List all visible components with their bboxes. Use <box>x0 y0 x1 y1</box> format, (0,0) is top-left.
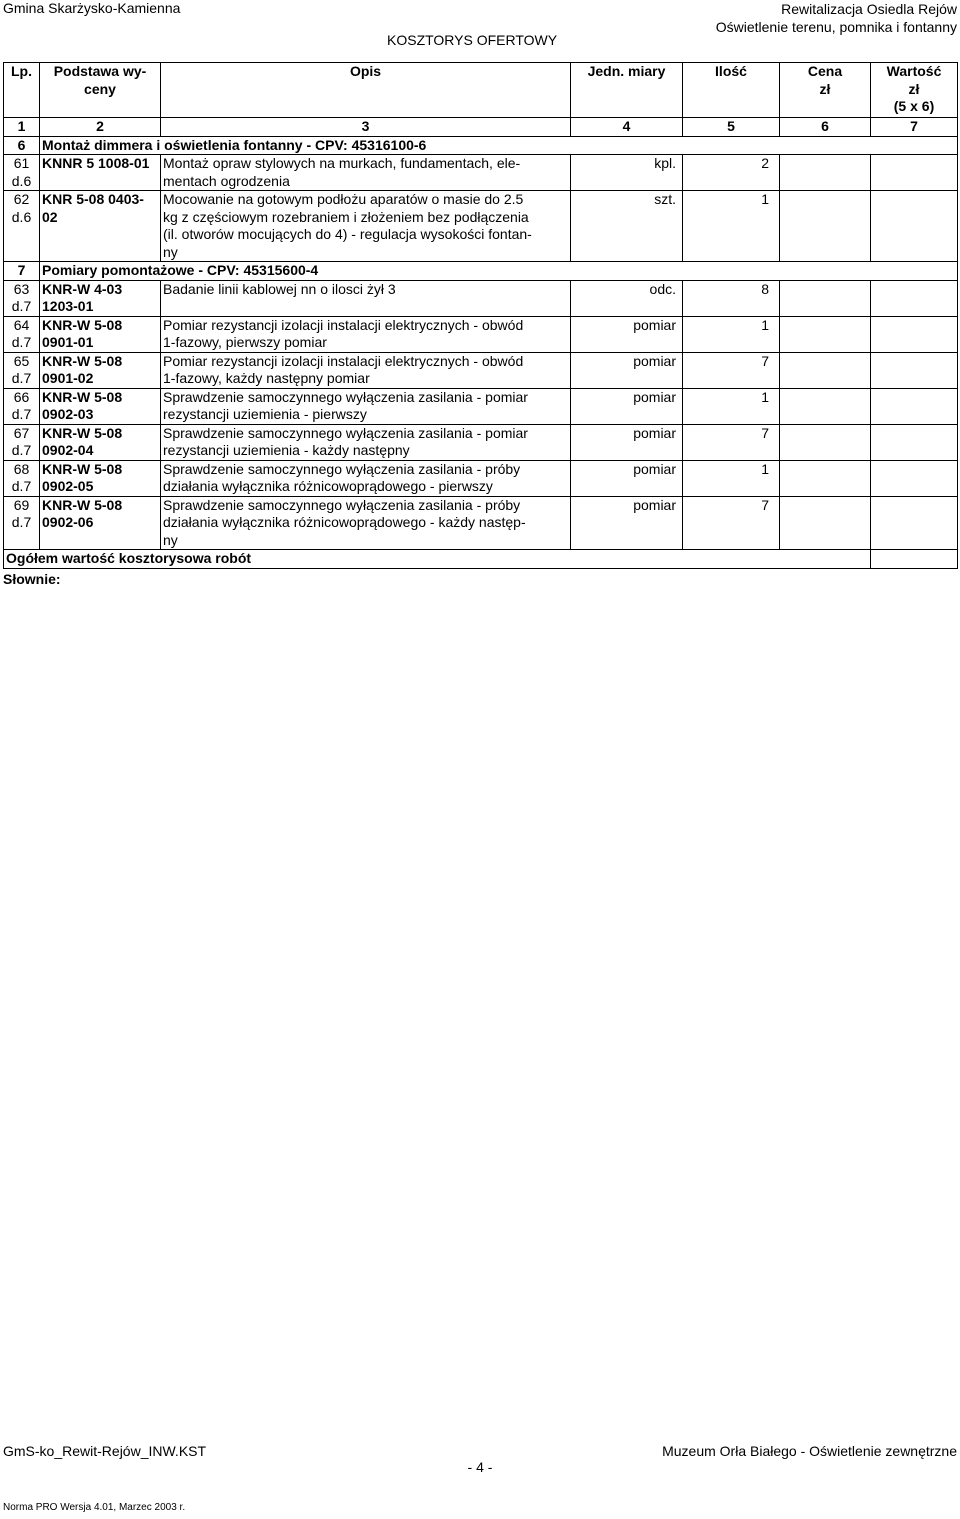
header-lp: Lp. <box>4 63 40 118</box>
header-row <box>4 63 958 118</box>
item-value <box>871 424 958 460</box>
item-price <box>780 155 871 191</box>
item-lp-line: d.6 <box>11 208 32 225</box>
column-number: 5 <box>683 118 780 137</box>
item-lp-line: 68 <box>13 460 30 477</box>
item-unit: odc. <box>571 280 683 316</box>
item-basis-line: KNR-W 5-08 <box>42 460 123 477</box>
item-lp-line: d.6 <box>11 172 32 189</box>
header-quantity: Ilość <box>683 63 780 118</box>
item-unit: pomiar <box>571 388 683 424</box>
item-quantity: 1 <box>683 191 780 262</box>
investor-name: Gmina Skarżysko-Kamienna <box>3 0 181 16</box>
item-price <box>780 496 871 550</box>
item-lp-line: d.7 <box>11 442 32 458</box>
cost-estimate-table <box>3 62 958 569</box>
item-basis-line: 0902-03 <box>42 406 94 422</box>
page-number: - 4 - <box>467 1459 493 1475</box>
item-value <box>871 316 958 352</box>
table-row <box>4 280 958 316</box>
item-quantity: 7 <box>683 424 780 460</box>
item-quantity: 2 <box>683 155 780 191</box>
item-quantity: 8 <box>683 280 780 316</box>
item-quantity: 7 <box>683 496 780 550</box>
item-lp-line: 67 <box>13 424 30 441</box>
project-title-line1: Rewitalizacja Osiedla Rejów <box>781 1 957 17</box>
item-lp-line: 62 <box>13 191 30 207</box>
column-number: 4 <box>571 118 683 137</box>
item-description <box>161 352 571 388</box>
item-description <box>161 388 571 424</box>
item-description-line: Sprawdzenie samoczynnego wyłączenia zasilania - pomiar <box>163 388 528 405</box>
item-basis <box>40 424 161 460</box>
item-description-line: kg z częściowym rozebraniem i złożeniem bez podłączenia <box>163 208 529 225</box>
column-number: 1 <box>4 118 40 137</box>
software-version: Norma PRO Wersja 4.01, Marzec 2003 r. <box>3 1502 186 1513</box>
item-description-line: ny <box>163 531 178 548</box>
item-basis <box>40 496 161 550</box>
item-basis <box>40 388 161 424</box>
section-row <box>4 136 958 155</box>
table-row <box>4 460 958 496</box>
table-row <box>4 352 958 388</box>
item-lp <box>4 155 40 191</box>
item-unit: pomiar <box>571 496 683 550</box>
item-basis <box>40 316 161 352</box>
item-basis-line: 0901-02 <box>42 370 94 386</box>
item-lp <box>4 352 40 388</box>
item-description <box>161 460 571 496</box>
item-basis-line: 0902-04 <box>42 442 94 458</box>
item-basis-line: KNR-W 5-08 <box>42 424 123 441</box>
item-description-line: ny <box>163 243 178 260</box>
item-description-line: 1-fazowy, pierwszy pomiar <box>163 334 327 350</box>
item-basis-line: KNR-W 5-08 <box>42 316 123 333</box>
item-basis-line: KNR-W 5-08 <box>42 352 123 369</box>
item-value <box>871 496 958 550</box>
amount-in-words-label: Słownie: <box>3 571 61 587</box>
item-lp-line: d.7 <box>11 514 32 530</box>
item-basis-line: KNNR 5 1008-01 <box>42 155 150 171</box>
section-number: 7 <box>4 262 40 281</box>
item-value <box>871 388 958 424</box>
item-lp-line: 69 <box>13 496 30 513</box>
item-description <box>161 316 571 352</box>
header-unit: Jedn. miary <box>571 63 683 118</box>
section-number: 6 <box>4 136 40 155</box>
section-row <box>4 262 958 281</box>
item-price <box>780 388 871 424</box>
item-description-line: działania wyłącznika różnicowoprądowego - każdy następ- <box>163 514 526 530</box>
item-description-line: Badanie linii kablowej nn o ilosci żył 3 <box>163 280 396 297</box>
item-value <box>871 460 958 496</box>
item-lp-line: 66 <box>13 388 30 405</box>
item-value <box>871 352 958 388</box>
item-description <box>161 155 571 191</box>
item-basis-line: KNR 5-08 0403- <box>42 191 144 207</box>
total-label: Ogółem wartość kosztorysowa robót <box>4 550 871 569</box>
item-basis <box>40 155 161 191</box>
table-row <box>4 496 958 550</box>
item-lp-line: d.7 <box>11 478 32 494</box>
item-lp-line: 64 <box>13 316 30 333</box>
item-basis-line: 1203-01 <box>42 298 94 314</box>
item-price <box>780 191 871 262</box>
item-lp <box>4 316 40 352</box>
item-value <box>871 280 958 316</box>
item-basis-line: KNR-W 5-08 <box>42 388 123 405</box>
item-lp-line: 65 <box>13 352 30 369</box>
item-description-line: Sprawdzenie samoczynnego wyłączenia zasilania - pomiar <box>163 424 528 441</box>
item-unit: pomiar <box>571 352 683 388</box>
item-basis-line: KNR-W 4-03 <box>42 280 123 297</box>
item-basis-line: 02 <box>42 208 58 225</box>
column-number: 2 <box>40 118 161 137</box>
item-unit: pomiar <box>571 316 683 352</box>
item-description-line: Montaż opraw stylowych na murkach, fundamentach, ele- <box>163 155 521 171</box>
item-basis-line: 0901-01 <box>42 334 94 350</box>
item-unit: pomiar <box>571 424 683 460</box>
item-basis-line: KNR-W 5-08 <box>42 496 123 513</box>
section-title: Pomiary pomontażowe - CPV: 45315600-4 <box>40 262 958 281</box>
item-description-line: Pomiar rezystancji izolacji instalacji elektrycznych - obwód <box>163 352 524 369</box>
item-lp-line: d.7 <box>11 370 32 386</box>
item-description-line: rezystancji uziemienia - każdy następny <box>163 442 410 458</box>
item-price <box>780 424 871 460</box>
column-number: 3 <box>161 118 571 137</box>
table-row <box>4 388 958 424</box>
item-lp-line: 63 <box>13 280 30 297</box>
item-lp-line: d.7 <box>11 298 32 314</box>
item-description <box>161 496 571 550</box>
item-unit: kpl. <box>571 155 683 191</box>
item-lp-line: 61 <box>13 155 30 171</box>
item-lp <box>4 424 40 460</box>
column-number-row <box>4 118 958 137</box>
item-lp-line: d.7 <box>11 406 32 422</box>
header-basis: Podstawa wy- ceny <box>40 63 161 118</box>
item-unit: szt. <box>571 191 683 262</box>
item-unit: pomiar <box>571 460 683 496</box>
item-basis-line: 0902-06 <box>42 514 94 530</box>
column-number: 7 <box>871 118 958 137</box>
item-quantity: 1 <box>683 388 780 424</box>
table-row <box>4 191 958 262</box>
item-description-line: działania wyłącznika różnicowoprądowego - pierwszy <box>163 478 493 494</box>
item-price <box>780 316 871 352</box>
table-row <box>4 316 958 352</box>
item-lp <box>4 460 40 496</box>
footer-project: Muzeum Orła Białego - Oświetlenie zewnętrzne <box>662 1443 957 1459</box>
item-description-line: 1-fazowy, każdy następny pomiar <box>163 370 370 386</box>
item-lp <box>4 388 40 424</box>
item-lp-line: d.7 <box>11 334 32 350</box>
item-basis <box>40 460 161 496</box>
footer-filename: GmS-ko_Rewit-Rejów_INW.KST <box>3 1443 207 1459</box>
project-title <box>716 0 957 36</box>
item-description <box>161 424 571 460</box>
table-row <box>4 155 958 191</box>
item-basis <box>40 280 161 316</box>
item-lp <box>4 191 40 262</box>
header-price: Cena zł <box>780 63 871 118</box>
section-title: Montaż dimmera i oświetlenia fontanny - CPV: 45316100-6 <box>40 136 958 155</box>
item-quantity: 1 <box>683 460 780 496</box>
item-quantity: 7 <box>683 352 780 388</box>
item-description <box>161 280 571 316</box>
item-basis <box>40 352 161 388</box>
column-number: 6 <box>780 118 871 137</box>
item-description-line: mentach ogrodzenia <box>163 172 290 189</box>
total-value <box>871 550 958 569</box>
item-price <box>780 352 871 388</box>
item-description-line: (il. otworów mocujących do 4) - regulacja wysokości fontan- <box>163 226 532 242</box>
item-basis <box>40 191 161 262</box>
item-description <box>161 191 571 262</box>
item-description-line: Mocowanie na gotowym podłożu aparatów o masie do 2.5 <box>163 191 524 207</box>
item-price <box>780 460 871 496</box>
item-description-line: rezystancji uziemienia - pierwszy <box>163 406 367 422</box>
item-value <box>871 155 958 191</box>
header-description: Opis <box>161 63 571 118</box>
item-price <box>780 280 871 316</box>
item-description-line: Pomiar rezystancji izolacji instalacji elektrycznych - obwód <box>163 316 524 333</box>
document-title: KOSZTORYS OFERTOWY <box>387 32 558 48</box>
header-value: Wartość zł (5 x 6) <box>871 63 958 118</box>
item-description-line: Sprawdzenie samoczynnego wyłączenia zasilania - próby <box>163 460 521 477</box>
item-description-line: Sprawdzenie samoczynnego wyłączenia zasilania - próby <box>163 496 521 513</box>
item-lp <box>4 280 40 316</box>
item-lp <box>4 496 40 550</box>
project-title-line2: Oświetlenie terenu, pomnika i fontanny <box>715 19 957 35</box>
item-quantity: 1 <box>683 316 780 352</box>
total-row <box>4 550 958 569</box>
item-basis-line: 0902-05 <box>42 478 94 494</box>
table-row <box>4 424 958 460</box>
item-value <box>871 191 958 262</box>
